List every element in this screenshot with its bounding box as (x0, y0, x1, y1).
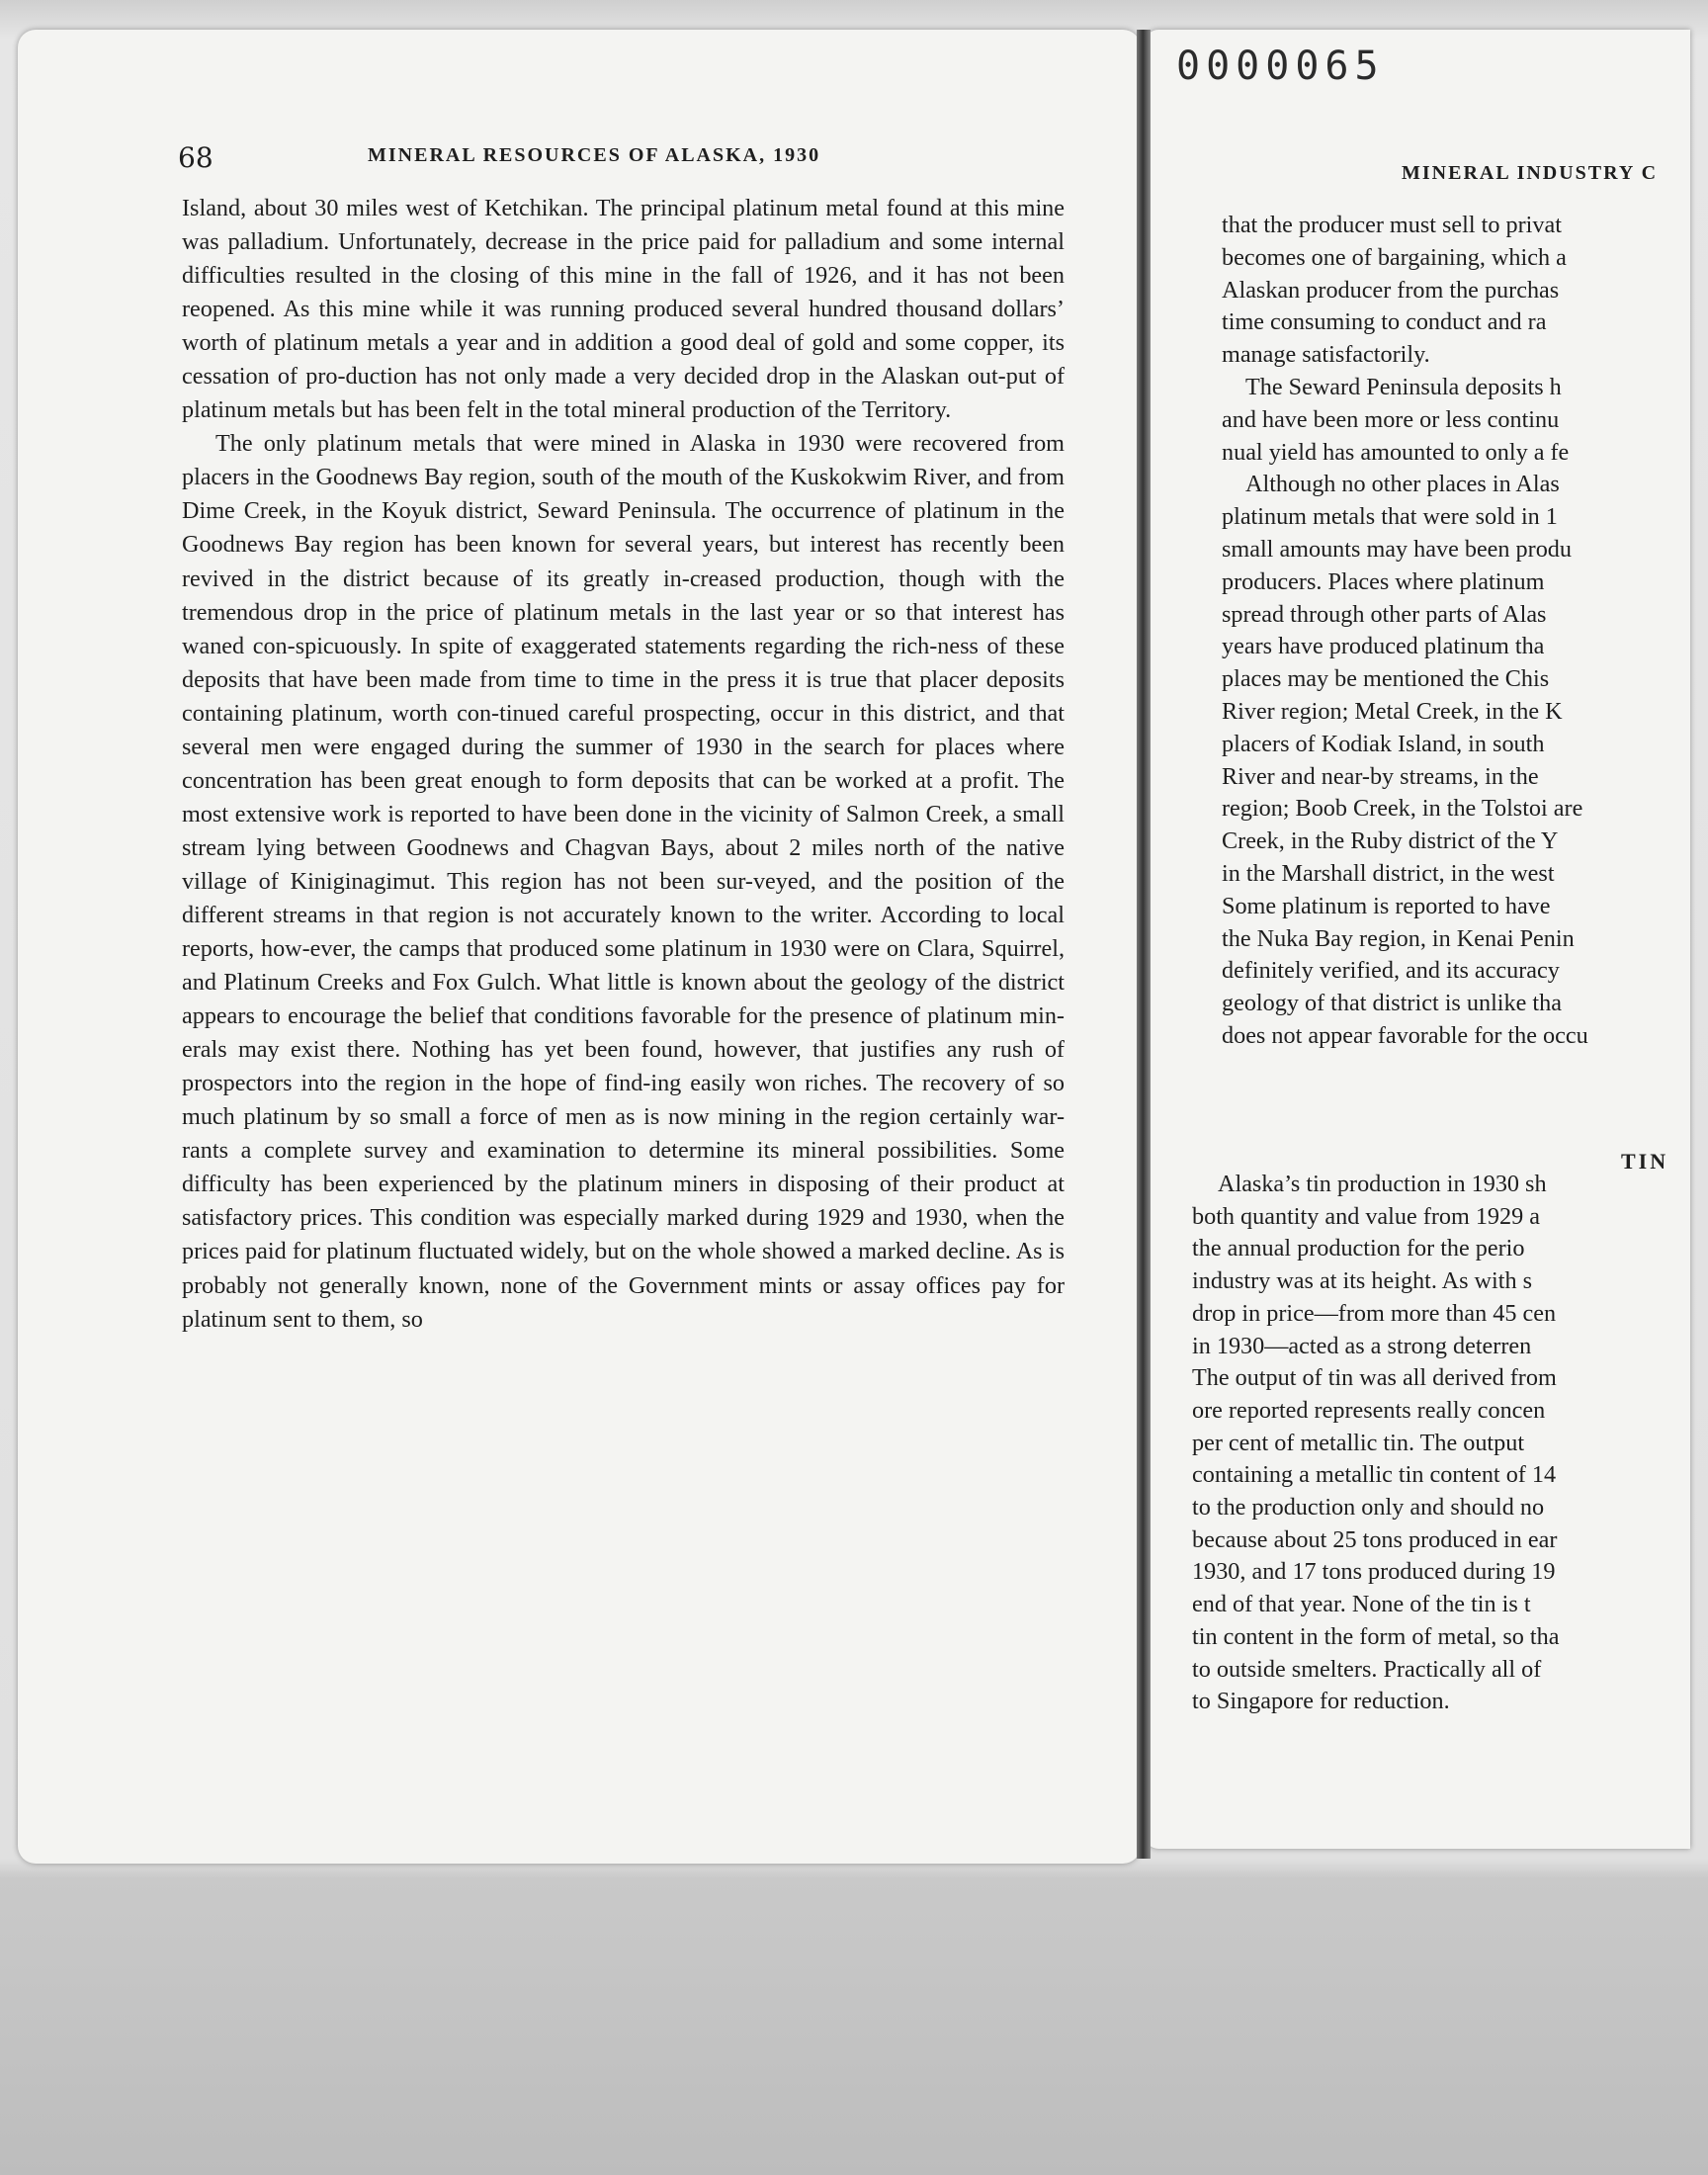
text-line: drop in price—from more than 45 cen (1192, 1299, 1557, 1327)
text-line: Alaska’s tin production in 1930 sh (1218, 1171, 1547, 1197)
text-line: manage satisfactorily. (1222, 341, 1430, 369)
text-line: years have produced platinum tha (1222, 633, 1545, 660)
page-number: 68 (178, 141, 214, 174)
text-line: placers of Kodiak Island, in south (1222, 730, 1545, 757)
book-gutter (1137, 30, 1151, 1859)
text-line: ore reported represents really concen (1192, 1396, 1546, 1424)
text-line: because about 25 tons produced in ear (1192, 1525, 1558, 1553)
text-line: Creek, in the Ruby district of the Y (1222, 827, 1559, 855)
text-line: definitely verified, and its accuracy (1222, 957, 1560, 985)
document-stamp-number: 0000065 (1176, 44, 1385, 89)
text-line: tin content in the form of metal, so tha (1192, 1622, 1560, 1650)
text-line: 1930, and 17 tons produced during 19 (1192, 1558, 1556, 1586)
section-heading-tin: TIN (1621, 1149, 1669, 1174)
text-line: region; Boob Creek, in the Tolstoi are (1222, 795, 1583, 823)
tin-section-text (1192, 1169, 1688, 1718)
text-line: per cent of metallic tin. The output (1192, 1429, 1525, 1456)
text-line: to the production only and should no (1192, 1494, 1545, 1522)
text-line: in the Marshall district, in the west (1222, 859, 1555, 887)
left-text-column (182, 192, 1065, 1337)
paragraph: Island, about 30 miles west of Ketchikan. The principal platinum metal found at this mine was palladium. Unfortunately, decrease in the price paid for palladium and some internal difficulties resulted in the closing of this mine in the fall of 1926, and it has not been reopened. As this mine while it was running produced several hundred thousand dollars’ worth of platinum metals a year and in addition a good deal of gold and some copper, its cessation of pro-duction has not only made a very decided drop in the Alaskan out-put of platinum metals but has been felt in the total mineral production of the Territory. (182, 195, 1065, 424)
paragraph: The only platinum metals that were mined in Alaska in 1930 were recovered from placers in the Goodnews Bay region, south of the mouth of the Kuskokwim River, and from Dime Creek, in the Koyuk district, Seward Peninsula. The occurrence of platinum in the Goodnews Bay region has been known for several years, but interest has recently been revived in the district because of its greatly in-creased production, though with the tremendous drop in the price of platinum metals in the last year or so that interest has waned con-spicuously. In spite of exaggerated statements regarding the rich-ness of these deposits that have been made from time to time in the press it is true that placer deposits containing platinum, worth con-tinued careful prospecting, occur in this district, and that several men were engaged during the summer of 1930 in the search for places where concentration has been great enough to form deposits that can be worked at a profit. The most extensive work is reported to have been done in the vicinity of Salmon Creek, a small stream lying between Goodnews and Chagvan Bays, about 2 miles north of the native village of Kiniginagimut. This region has not been sur-veyed, and the position of the different streams in that region is not accurately known to the writer. According to local reports, how-ever, the camps that produced some platinum in 1930 were on Clara, Squirrel, and Platinum Creeks and Fox Gulch. What little is known about the geology of the district appears to encourage the belief that conditions favorable for the presence of platinum min-erals may exist there. Nothing has yet been found, however, that justifies any rush of prospectors into the region in the hope of find-ing easily won riches. The recovery of so much platinum by so small a force of men as is now mining in the region certainly war-rants a complete survey and examination to determine its mineral possibilities. Some difficulty has been experienced by the platinum miners in disposing of their product at satisfactory prices. This condition was especially marked during 1929 and 1930, when the prices paid for platinum fluctuated widely, but on the whole showed a marked decline. As is probably not generally known, none of the Government mints or assay offices pay for platinum sent to them, so (182, 430, 1065, 1333)
text-line: the annual production for the perio (1192, 1235, 1525, 1262)
text-line: The Seward Peninsula deposits h (1245, 373, 1562, 400)
text-line: River region; Metal Creek, in the K (1222, 697, 1563, 725)
text-line: to outside smelters. Practically all of (1192, 1655, 1542, 1683)
right-running-head: MINERAL INDUSTRY C (1402, 162, 1659, 184)
text-line: does not appear favorable for the occu (1222, 1021, 1588, 1049)
text-line: small amounts may have been produ (1222, 535, 1572, 563)
text-line: that the producer must sell to privat (1222, 212, 1562, 238)
text-line: to Singapore for reduction. (1192, 1688, 1450, 1715)
text-line: Although no other places in Alas (1245, 471, 1560, 498)
text-line: becomes one of bargaining, which a (1222, 243, 1567, 271)
text-line: containing a metallic tin content of 14 (1192, 1461, 1557, 1489)
text-line: industry was at its height. As with s (1192, 1267, 1532, 1295)
text-line: and have been more or less continu (1222, 405, 1560, 433)
text-line: time consuming to conduct and ra (1222, 308, 1547, 336)
text-line: producers. Places where platinum (1222, 567, 1545, 595)
text-line: The output of tin was all derived from (1192, 1364, 1557, 1392)
right-text-lines (1222, 210, 1690, 1053)
text-line: both quantity and value from 1929 a (1192, 1202, 1540, 1230)
text-line: geology of that district is unlike tha (1222, 990, 1562, 1017)
text-line: River and near-by streams, in the (1222, 762, 1539, 790)
text-line: nual yield has amounted to only a fe (1222, 438, 1570, 466)
text-line: the Nuka Bay region, in Kenai Penin (1222, 924, 1575, 952)
text-line: platinum metals that were sold in 1 (1222, 503, 1558, 531)
left-running-head: MINERAL RESOURCES OF ALASKA, 1930 (368, 144, 821, 166)
text-line: Alaskan producer from the purchas (1222, 276, 1560, 304)
text-line: in 1930—acted as a strong deterren (1192, 1332, 1532, 1359)
text-line: places may be mentioned the Chis (1222, 665, 1550, 693)
text-line: end of that year. None of the tin is t (1192, 1591, 1531, 1618)
text-line: spread through other parts of Alas (1222, 600, 1547, 628)
text-line: Some platinum is reported to have (1222, 892, 1551, 919)
